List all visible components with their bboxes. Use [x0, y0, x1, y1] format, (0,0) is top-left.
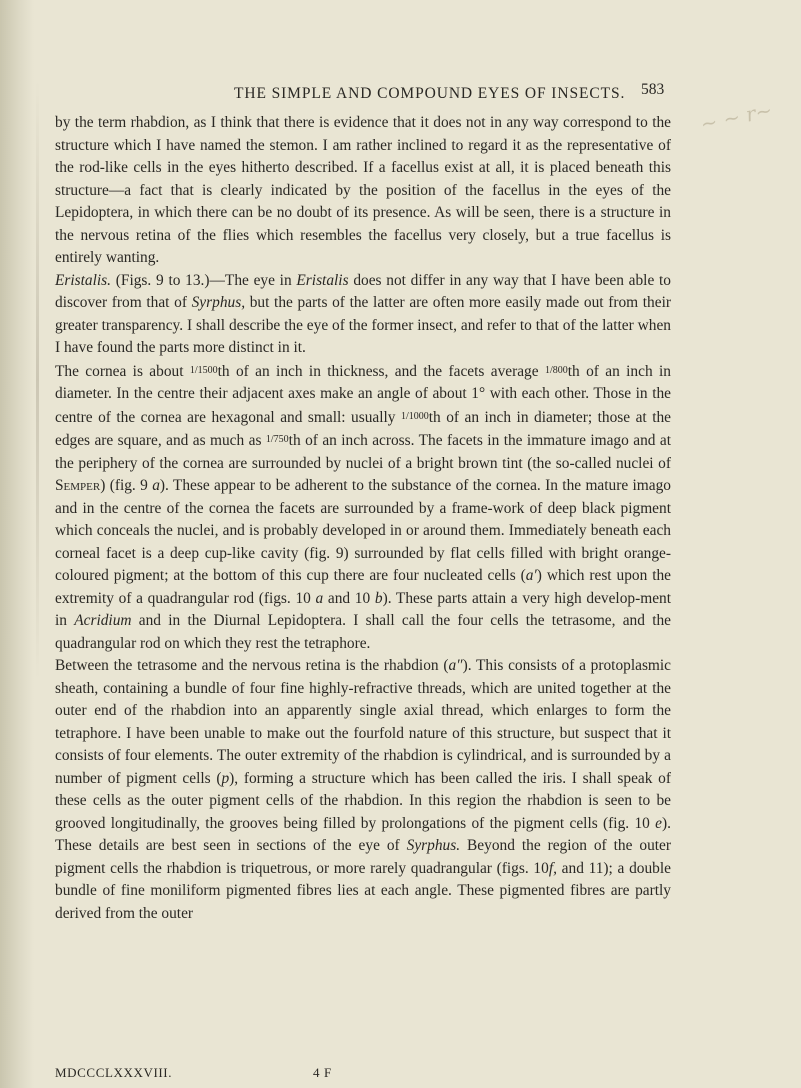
paragraph-p3 [55, 360, 671, 656]
text-run: a [152, 477, 160, 494]
text-run: ). These appear to be adherent to the substance of the cornea. In the mature imago and in the centre of the cornea the facets are surrounded by a frame-work of deep black pigment which conceals the nuclei, and is probably developed in or around them. Immediately beneath each corneal facet is a deep cup-like cavity (fig. 9) surrounded by flat cells filled with bright orange-coloured pigment; at the bottom of this cup there are four nucleated cells ( [55, 477, 671, 584]
fraction: 1/800 [544, 364, 568, 376]
page-header [0, 81, 801, 109]
volume-year-signature: MDCCCLXXXVIII. [55, 1065, 173, 1080]
pencil-margin-note: ~ ~ r~ [698, 97, 775, 137]
text-run: ), forming a structure which has been called the iris. I shall speak of these cells as the outer pigment cells of the rhabdion. In this region the rhabdion is seen to be grooved longitudinally, the grooves being filled by prolongations of the pigment cells (fig. 10 [55, 769, 671, 832]
text-run: and 11); a double bundle of fine moniliform pigmented fibres lies at each angle. These pigmented fibres are partly derived from the outer [55, 859, 671, 922]
text-run: ). These parts attain a very high develop-ment in [55, 589, 671, 629]
fraction: 1/750 [265, 434, 289, 445]
text-run: ). These details are best seen in sections of the eye of [55, 814, 671, 854]
text-run: th of an inch in diameter; those at the edges are square, and as much as [55, 408, 671, 449]
paragraph-p4 [55, 655, 671, 925]
fraction: 1/1000 [400, 410, 429, 422]
binding-fold [36, 80, 39, 680]
text-run: th of an inch in thickness, and the facets average [217, 362, 545, 380]
text-run: a′ [525, 567, 537, 584]
body-text [55, 112, 671, 925]
text-run: and in the Diurnal Lepidoptera. I shall call the four cells the tetrasome, and the quadrangular rod on which they rest the tetraphore. [55, 612, 672, 652]
text-run: e [655, 814, 663, 832]
text-run: Acridium [74, 612, 132, 629]
text-run: Syrphus. [406, 837, 461, 854]
text-run: (Figs. 9 to 13.)—The eye in [111, 271, 297, 289]
text-run: a [315, 589, 324, 607]
text-run: and 10 [323, 589, 375, 607]
running-title: THE SIMPLE AND COMPOUND EYES OF INSECTS. [234, 85, 626, 102]
paragraph-p2 [55, 270, 671, 360]
text-run: does not differ in any way that I have been able to discover from that of [55, 271, 672, 311]
text-run: b [374, 589, 383, 607]
text-run: but the parts of the latter are often more easily made out from their greater transparency. I shall describe the eye of the former insect, and refer to that of the latter when I have found the parts more distinct in it. [55, 294, 671, 356]
text-run: Eristalis [296, 271, 349, 289]
text-run: f, [548, 859, 557, 877]
text-run: Eristalis. [55, 271, 112, 289]
page-left-edge-shadow [0, 0, 34, 1088]
signature-mark: 4 F [313, 1065, 332, 1080]
text-run: by the term rhabdion, as I think that there is evidence that it does not in any way correspond to the structure which I have named the stemon. I am rather inclined to regard it as the representative of the rod-like cells in the eyes hitherto described. If a facellus exist at all, it is placed beneath this structure—a fact that is clearly indicated by the position of the facellus in the eyes of the Lepidoptera, in which there can be no doubt of its presence. As will be seen, there is a structure in the nervous retina of the flies which resembles the facellus very closely, but a true facellus is entirely wanting. [55, 114, 671, 266]
text-run: th of an inch in diameter. In the centre their adjacent axes make an angle of about 1° with each other. Those in the centre of the cornea are hexagonal and small: usually [55, 362, 671, 426]
text-run: ). This consists of a protoplasmic sheath, containing a bundle of four fine highly-refractive threads, which are united together at the outer end of the rhabdion into an apparently single axial thread, which enlarges to form the tetraphore. I have been unable to make out the fourfold nature of this structure, but suspect that it consists of four elements. The outer extremity of the rhabdion is cylindrical, and is surrounded by a number of pigment cells ( [55, 657, 672, 787]
text-run: ) (fig. 9 [100, 477, 153, 494]
page-number: 583 [641, 81, 665, 98]
text-run: Between the tetrasome and the nervous retina is the rhabdion ( [55, 657, 449, 674]
text-run: a″ [448, 657, 463, 674]
page-footer [55, 1065, 671, 1085]
paragraph-p1 [55, 112, 671, 270]
text-run: The cornea is about [55, 362, 190, 380]
text-run: Semper [55, 477, 101, 494]
text-run: Beyond the region of the outer pigment cells the rhabdion is triquetrous, or more rarely quadrangular (figs. 10 [55, 837, 671, 877]
fraction: 1/1500 [189, 364, 218, 376]
text-run: ) which rest upon the extremity of a quadrangular rod (figs. 10 [55, 567, 671, 607]
text-run: th of an inch across. The facets in the immature imago and at the periphery of the cornea are surrounded by nuclei of a bright brown tint (the so-called nuclei of [55, 432, 671, 472]
text-run: Syrphus, [191, 294, 246, 311]
text-run: p [221, 769, 230, 787]
